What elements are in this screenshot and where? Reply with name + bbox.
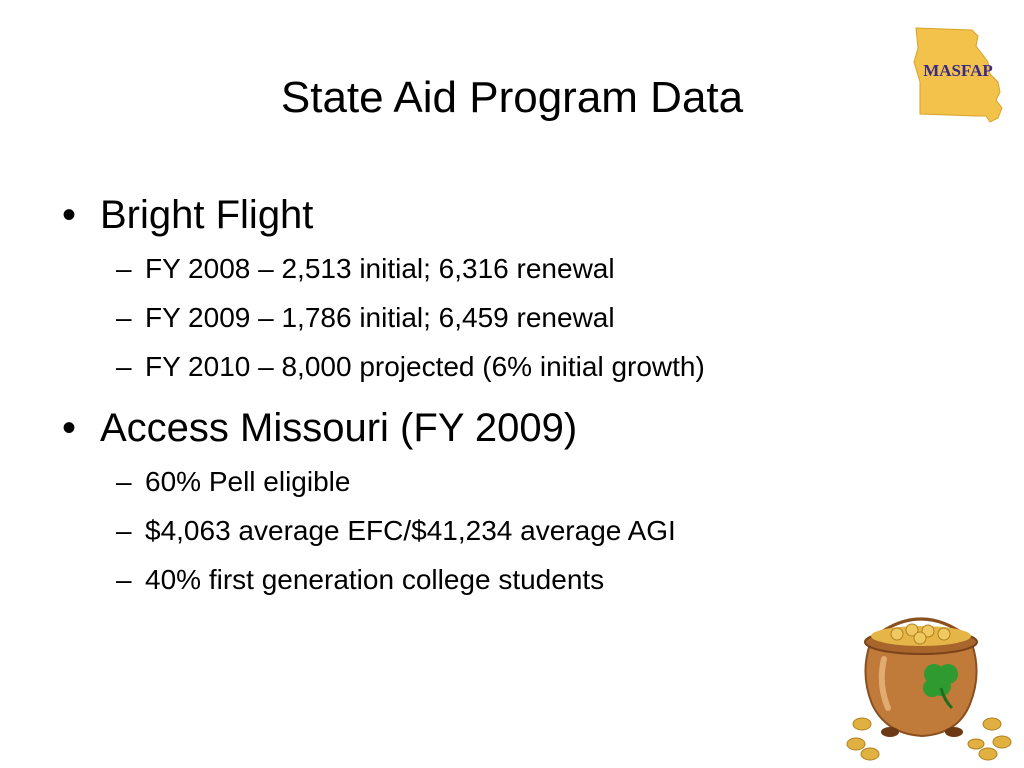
bullet-marker: •	[62, 193, 77, 237]
bullet-heading: Bright Flight	[100, 193, 314, 237]
sub-item-text: FY 2010 – 8,000 projected (6% initial growth)	[145, 351, 705, 382]
slide-title: State Aid Program Data	[280, 73, 744, 122]
dash-marker: –	[116, 515, 132, 546]
dash-marker: –	[116, 253, 132, 284]
dash-marker: –	[116, 564, 132, 595]
sub-item-text: 40% first generation college students	[145, 564, 605, 595]
bullet-marker: •	[62, 406, 77, 450]
logo-text: MASFAP	[923, 61, 993, 80]
dash-marker: –	[116, 351, 132, 382]
sub-item-text: FY 2008 – 2,513 initial; 6,316 renewal	[145, 253, 615, 284]
bullet-heading: Access Missouri (FY 2009)	[100, 406, 578, 450]
pot-of-gold-icon	[842, 604, 1022, 766]
sub-item-text: $4,063 average EFC/$41,234 average AGI	[145, 515, 676, 546]
sub-item-text: 60% Pell eligible	[145, 466, 351, 497]
sub-item-text: FY 2009 – 1,786 initial; 6,459 renewal	[145, 302, 615, 333]
dash-marker: –	[116, 302, 132, 333]
dash-marker: –	[116, 466, 132, 497]
